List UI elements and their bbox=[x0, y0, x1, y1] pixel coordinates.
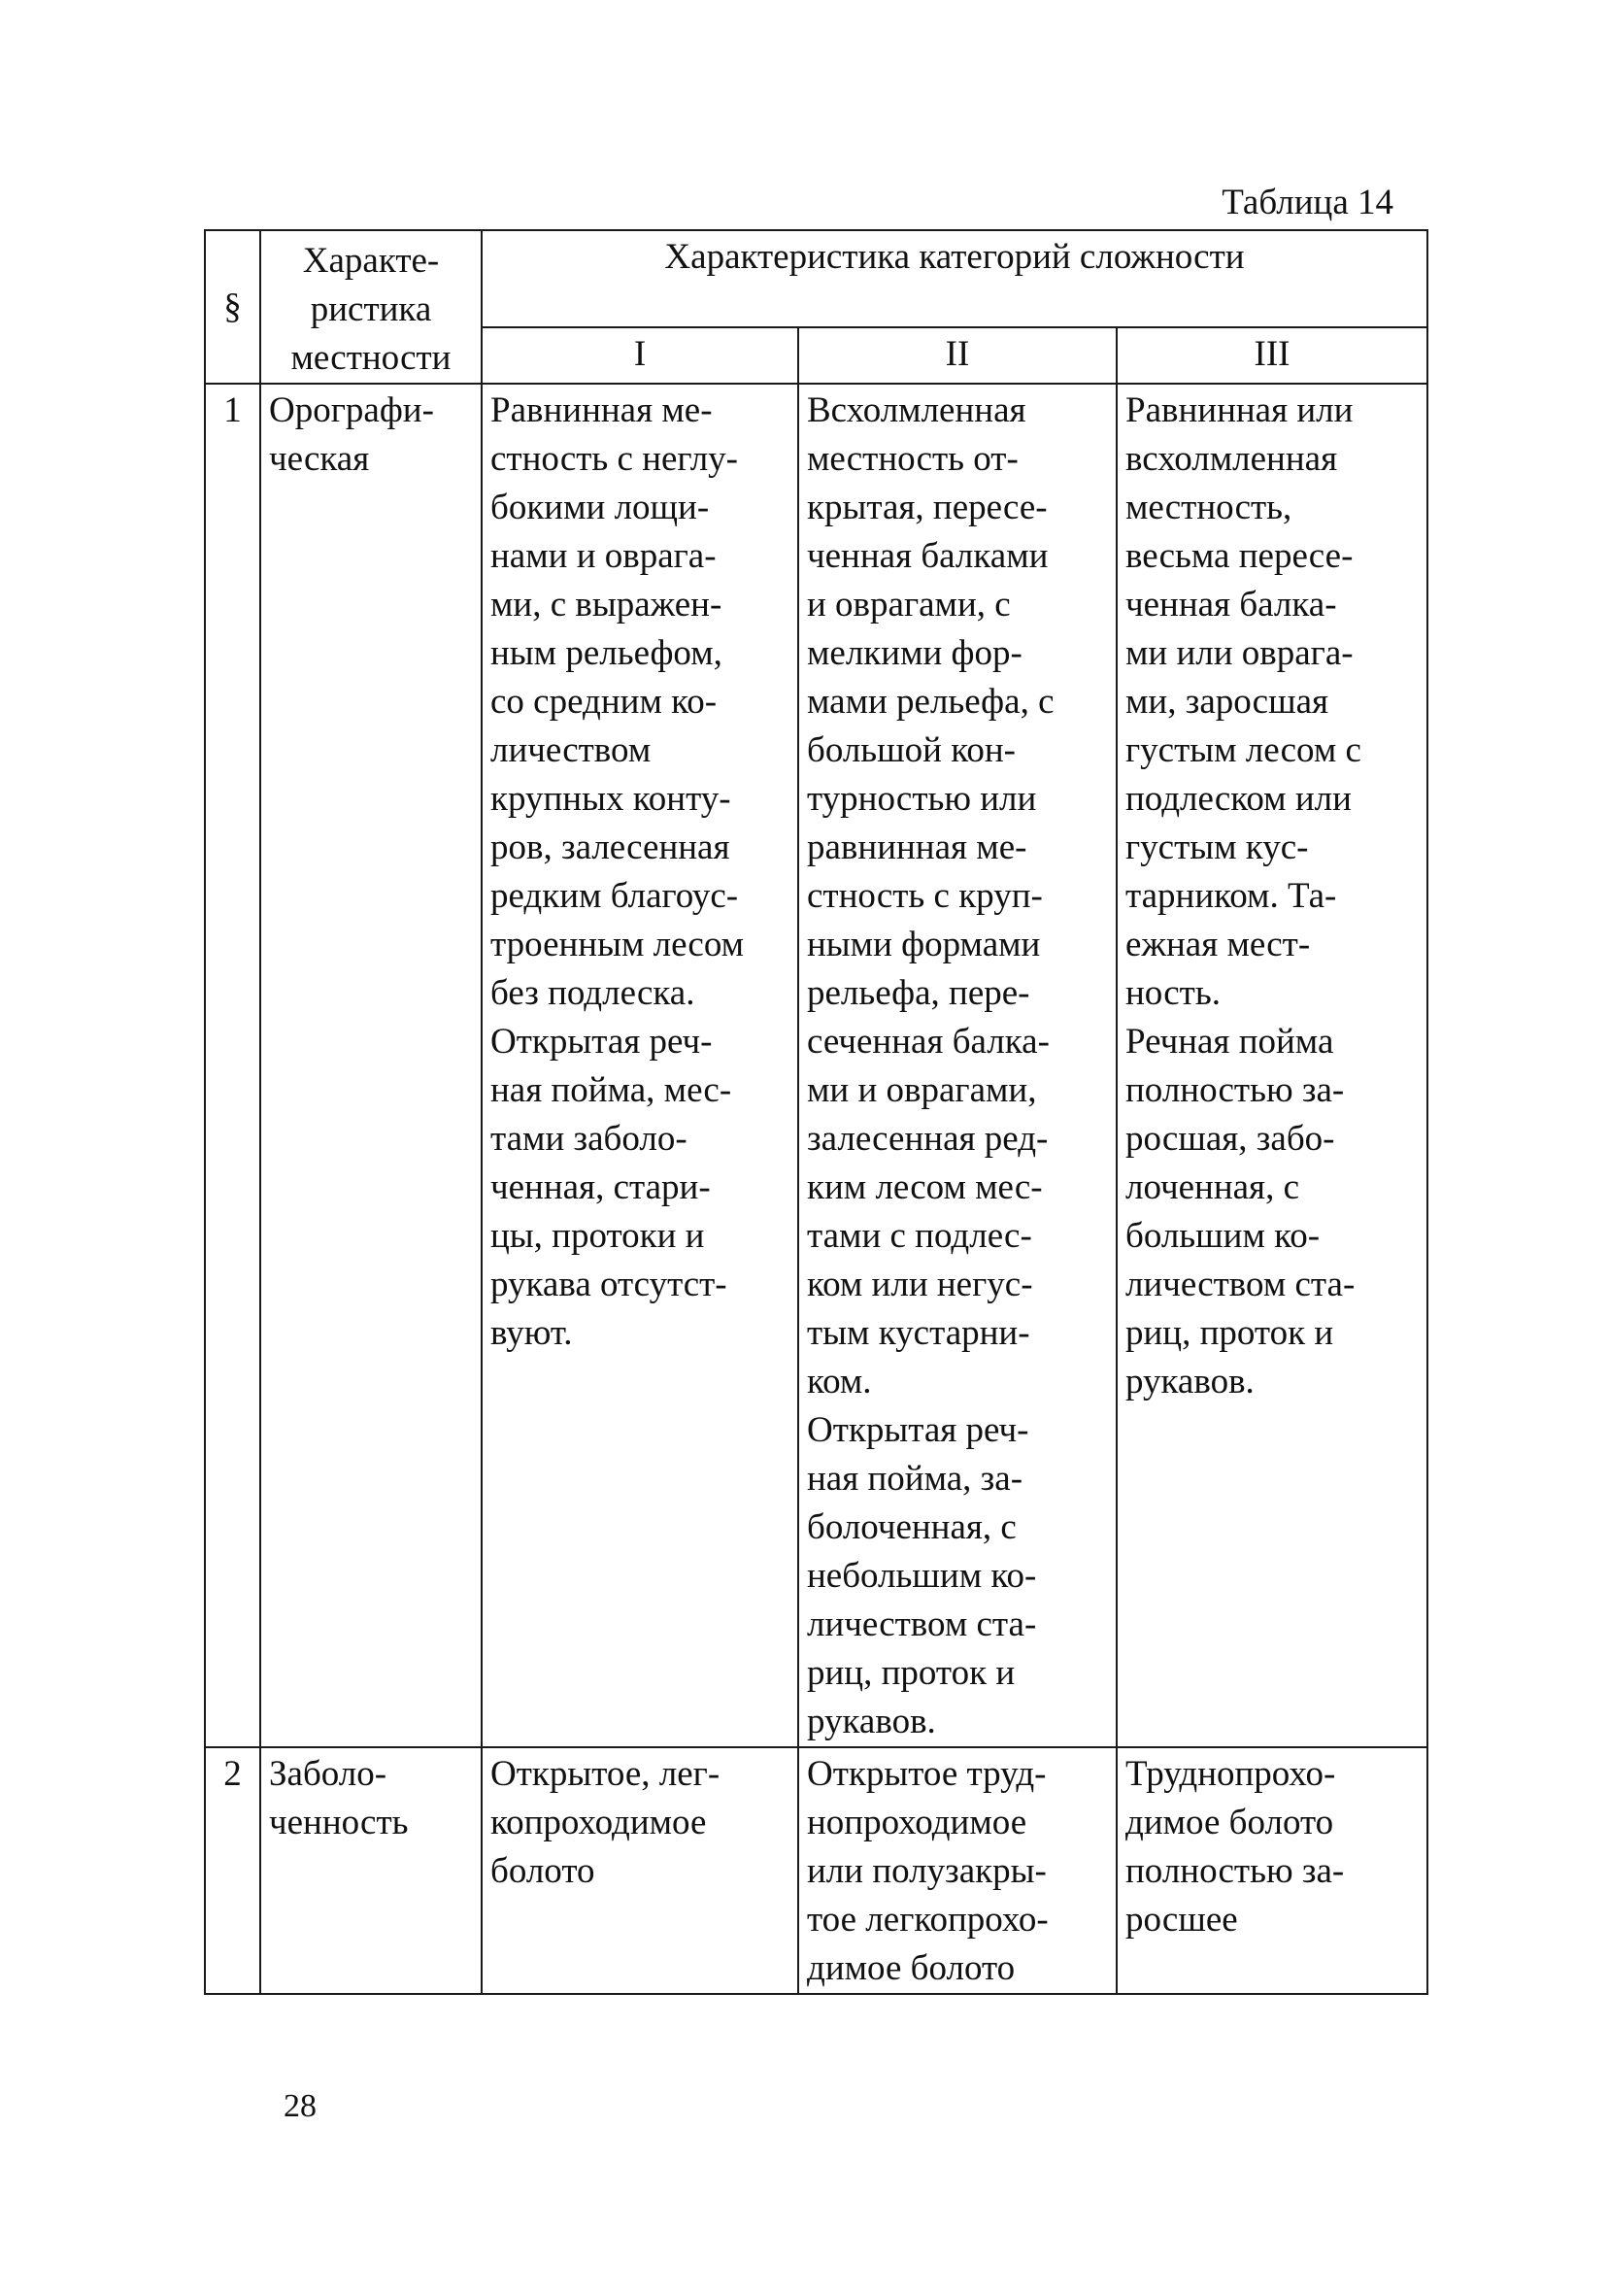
table-row bbox=[205, 384, 1427, 1747]
row-category-3: Равнинная или всхолмленная местность, весьма пересе- ченная балка- ми или оврага- ми, заросшая густым лесом с подлеском или густым кус- тарником. Та- ежная мест- ность. Речная пойма полностью за- росшая, забо- лоченная, с большим ко- личеством ста- риц, проток и рукавов. bbox=[1117, 384, 1427, 1747]
row-category-2: Всхолмленная местность от- крытая, пересе- ченная балками и оврагами, с мелкими фор- мами рельефа, с большой кон- турностью или равнинная ме- стность с круп- ными формами рельефа, пере- сеченная балка- ми и оврагами, залесенная ред- ким лесом мес- тами с подлес- ком или негус- тым кустарни- ком. Открытая реч- ная пойма, за- болоченная, с небольшим ко- личеством ста- риц, проток и рукавов. bbox=[798, 384, 1117, 1747]
complexity-table bbox=[204, 229, 1428, 1995]
row-category-2: Открытое труд- нопроходимое или полузакры- тое легкопрохо- димое болото bbox=[798, 1747, 1117, 1994]
header-characteristic: Характе- ристика местности bbox=[260, 230, 482, 384]
table-caption: Таблица 14 bbox=[1222, 183, 1393, 222]
row-characteristic: Орографи- ческая bbox=[260, 384, 482, 1747]
header-categories-title: Характеристика категорий сложности bbox=[482, 230, 1427, 327]
header-category-1: I bbox=[482, 327, 798, 384]
row-number: 2 bbox=[205, 1747, 260, 1994]
header-row bbox=[205, 230, 1427, 327]
table-row bbox=[205, 1747, 1427, 1994]
header-category-2: II bbox=[798, 327, 1117, 384]
page-number: 28 bbox=[284, 2088, 317, 2124]
row-category-3: Труднопрохо- димое болото полностью за- росшее bbox=[1117, 1747, 1427, 1994]
header-paragraph-sign: § bbox=[205, 230, 260, 384]
row-characteristic: Заболо- ченность bbox=[260, 1747, 482, 1994]
row-category-1: Открытое, лег- копроходимое болото bbox=[482, 1747, 798, 1994]
row-number: 1 bbox=[205, 384, 260, 1747]
header-category-3: III bbox=[1117, 327, 1427, 384]
row-category-1: Равнинная ме- стность с неглу- бокими лощи- нами и оврага- ми, с выражен- ным рельефом, со средним ко- личеством крупных конту- ров, залесенная редким благоус- троенным лесом без подлеска. Открытая реч- ная пойма, мес- тами заболо- ченная, стари- цы, протоки и рукава отсутст- вуют. bbox=[482, 384, 798, 1747]
